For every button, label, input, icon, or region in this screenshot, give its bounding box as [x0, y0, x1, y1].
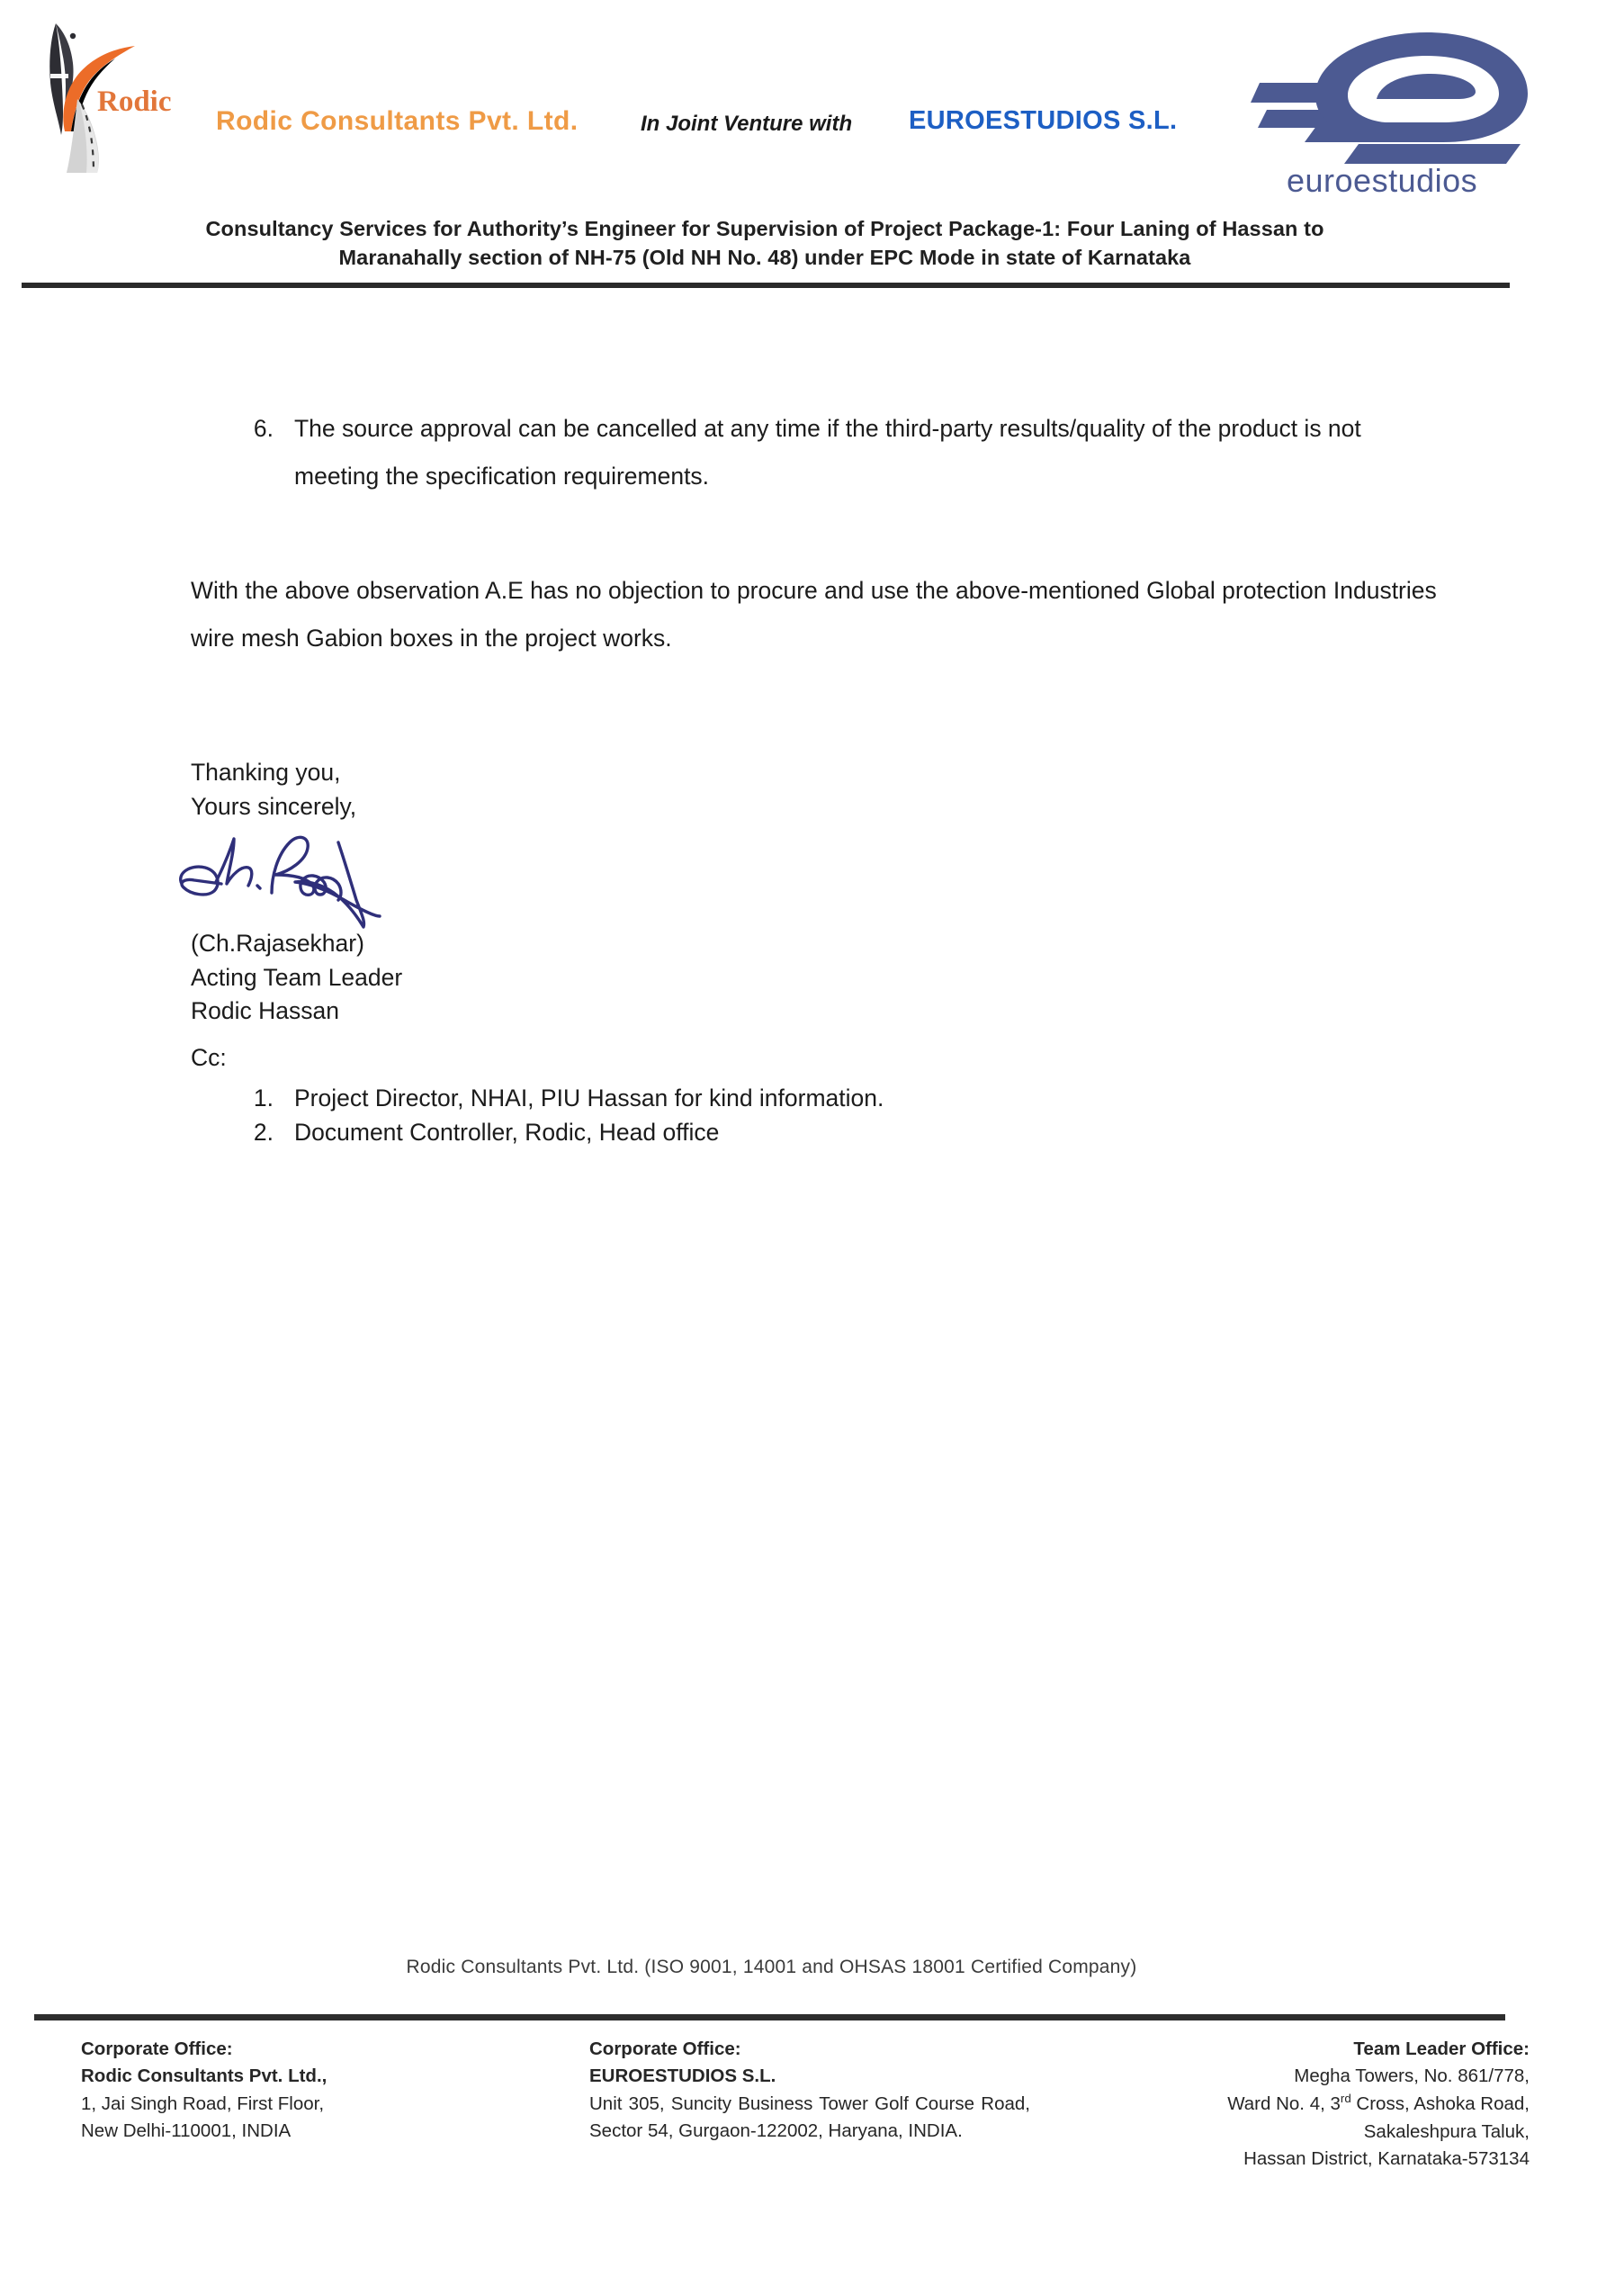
footer-column-rodic: [81, 2036, 441, 2145]
cc-list: [191, 1082, 884, 1149]
rodic-company-name: Rodic Consultants Pvt. Ltd.: [216, 106, 579, 136]
footer-heading: Team Leader Office:: [1353, 2038, 1530, 2059]
joint-venture-text: In Joint Venture with: [641, 112, 853, 136]
signer-block: [191, 927, 402, 1029]
footer-address-line-ward: [1227, 2093, 1530, 2114]
ward-text-pre: Ward No. 4, 3: [1227, 2093, 1341, 2115]
cc-item-text: Document Controller, Rodic, Head office: [294, 1118, 720, 1146]
euroestudios-company-name: EUROESTUDIOS S.L.: [909, 106, 1178, 135]
footer-heading: Corporate Office:: [81, 2038, 233, 2059]
footer-divider-rule: [34, 2014, 1505, 2020]
footer-company: Rodic Consultants Pvt. Ltd.,: [81, 2066, 327, 2087]
footer-address-line: Unit 305, Suncity Business Tower Golf: [589, 2092, 909, 2114]
cc-list-item: [191, 1116, 884, 1150]
letterhead-header: [0, 0, 1624, 212]
footer-company: EUROESTUDIOS S.L.: [589, 2066, 776, 2087]
ward-text-post: Cross, Ashoka Road,: [1350, 2093, 1530, 2115]
footer-address-line: Megha Towers, No. 861/778,: [1294, 2066, 1530, 2087]
closing-block: [191, 756, 356, 824]
iso-certification-text: Rodic Consultants Pvt. Ltd. (ISO 9001, 14001 and OHSAS 18001 Certified Company): [406, 1957, 1137, 1977]
signer-name: (Ch.Rajasekhar): [191, 930, 364, 957]
footer-column-team-leader: [1107, 2036, 1530, 2173]
euroestudios-logo-wordmark: euroestudios: [1287, 162, 1478, 199]
sincerely-line: Yours sincerely,: [191, 792, 357, 820]
project-title-line-2: Maranahally section of NH-75 (Old NH No. 48) under EPC Mode in state of Karnataka: [338, 246, 1191, 270]
footer-address-line: Haryana, INDIA.: [828, 2120, 963, 2141]
footer-address-block: [589, 2091, 1030, 2146]
footer-address-line: Course Road, Sector 54, Gurgaon-122002,: [589, 2092, 1030, 2141]
ordinal-suffix: rd: [1340, 2092, 1351, 2106]
euroestudios-logo-icon: [1251, 16, 1602, 178]
iso-certification-line: [0, 1957, 1624, 1978]
cc-list-item: [191, 1082, 884, 1116]
footer-heading: Corporate Office:: [589, 2038, 741, 2059]
footer-office-columns: [0, 2036, 1624, 2216]
footer-address-line: Hassan District, Karnataka-573134: [1243, 2148, 1530, 2170]
cc-item-number: 2.: [253, 1118, 274, 1146]
signer-organisation: Rodic Hassan: [191, 997, 339, 1025]
rodic-logo-wordmark: Rodic: [97, 86, 172, 118]
clause-text: The source approval can be cancelled at any time if the third-party results/quality of the product is not meeting the specification requirements.: [294, 415, 1361, 490]
project-title-banner: [18, 214, 1512, 273]
footer-address-line: Sakaleshpura Taluk,: [1363, 2120, 1530, 2142]
clause-number: 6.: [253, 415, 274, 442]
footer-column-euroestudios: [589, 2036, 1030, 2145]
cc-label: Cc:: [191, 1044, 227, 1071]
cc-item-text: Project Director, NHAI, PIU Hassan for kind information.: [294, 1084, 884, 1112]
handwritten-signature: [171, 828, 441, 932]
project-title-line-1: Consultancy Services for Authority’s Engineer for Supervision of Project Package-1: Four Laning of Hassan to: [205, 217, 1324, 240]
numbered-clause-6: [191, 405, 1450, 500]
footer-address-line: New Delhi-110001, INDIA: [81, 2120, 292, 2141]
cc-item-number: 1.: [253, 1084, 274, 1112]
observation-paragraph: With the above observation A.E has no objection to procure and use the above-mentioned Global protection Industries wire mesh Gabion boxes in the project works.: [191, 577, 1437, 652]
header-divider-rule: [22, 283, 1510, 288]
footer-address-line: 1, Jai Singh Road, First Floor,: [81, 2092, 325, 2114]
thanking-line: Thanking you,: [191, 759, 341, 786]
signer-title: Acting Team Leader: [191, 963, 403, 991]
